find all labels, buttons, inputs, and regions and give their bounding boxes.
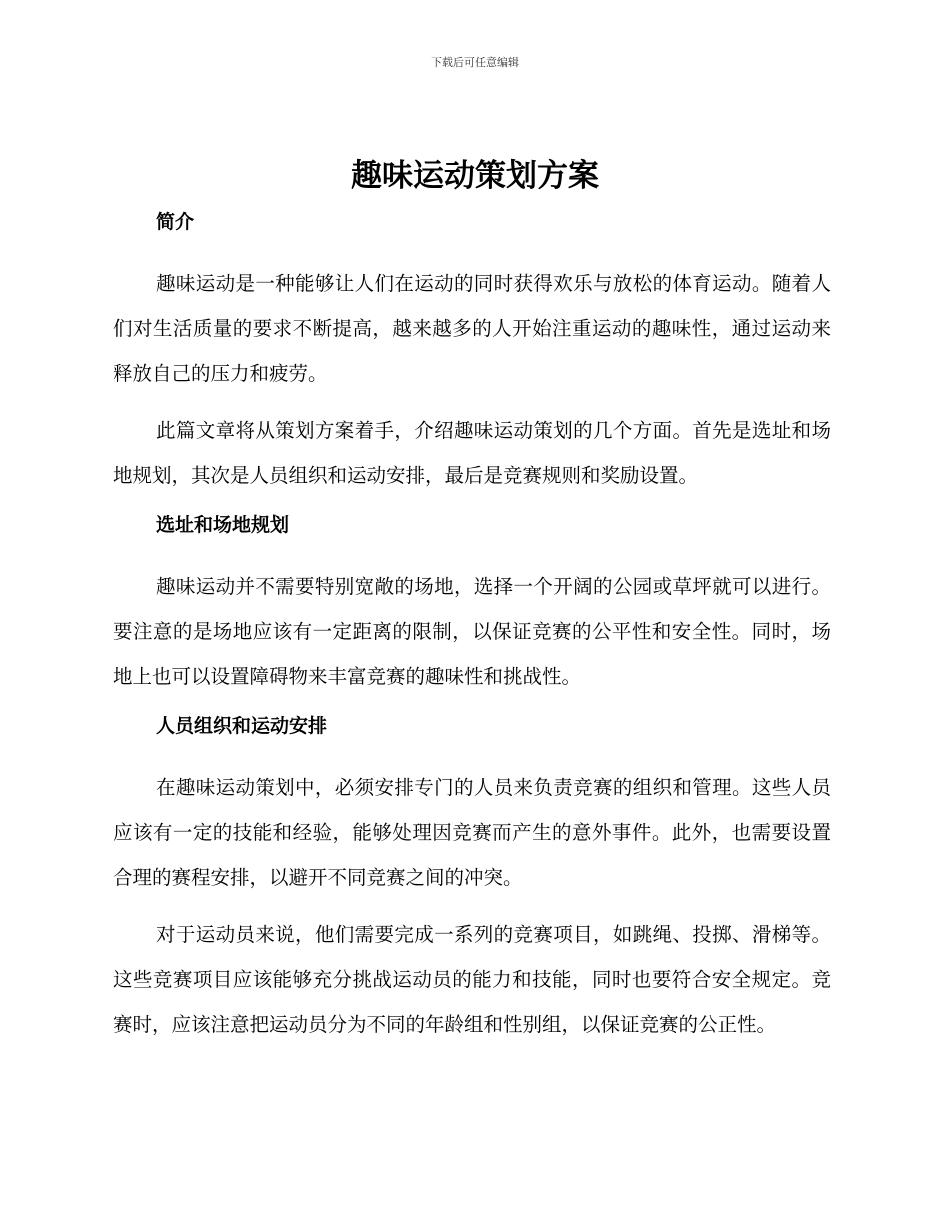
section-intro — [113, 205, 831, 498]
section-heading: 人员组织和运动安排 — [156, 715, 328, 737]
section-heading: 简介 — [156, 211, 195, 233]
document-body — [113, 205, 831, 1047]
page-header-note: 下载后可任意编辑 — [431, 56, 519, 69]
section-staff-and-schedule — [113, 709, 831, 1047]
section-site-planning — [113, 508, 831, 699]
paragraph: 趣味运动是一种能够让人们在运动的同时获得欢乐与放松的体育运动。随着人们对生活质量的要求不断提高，越来越多的人开始注重运动的趣味性，通过运动来释放自己的压力和疲劳。 — [113, 272, 831, 385]
document-title: 趣味运动策划方案 — [351, 158, 599, 194]
paragraph: 趣味运动并不需要特别宽敞的场地，选择一个开阔的公园或草坪就可以进行。要注意的是场地应该有一定距离的限制，以保证竞赛的公平性和安全性。同时，场地上也可以设置障碍物来丰富竞赛的趣味性和挑战性。 — [113, 575, 831, 688]
paragraph: 此篇文章将从策划方案着手，介绍趣味运动策划的几个方面。首先是选址和场地规划，其次是人员组织和运动安排，最后是竞赛规则和奖励设置。 — [113, 419, 831, 487]
section-heading: 选址和场地规划 — [156, 514, 290, 536]
paragraph: 在趣味运动策划中，必须安排专门的人员来负责竞赛的组织和管理。这些人员应该有一定的技能和经验，能够处理因竞赛而产生的意外事件。此外，也需要设置合理的赛程安排，以避开不同竞赛之间的冲突。 — [113, 776, 831, 889]
paragraph: 对于运动员来说，他们需要完成一系列的竞赛项目，如跳绳、投掷、滑梯等。这些竞赛项目应该能够充分挑战运动员的能力和技能，同时也要符合安全规定。竞赛时，应该注意把运动员分为不同的年龄组和性别组，以保证竞赛的公正性。 — [113, 923, 831, 1036]
